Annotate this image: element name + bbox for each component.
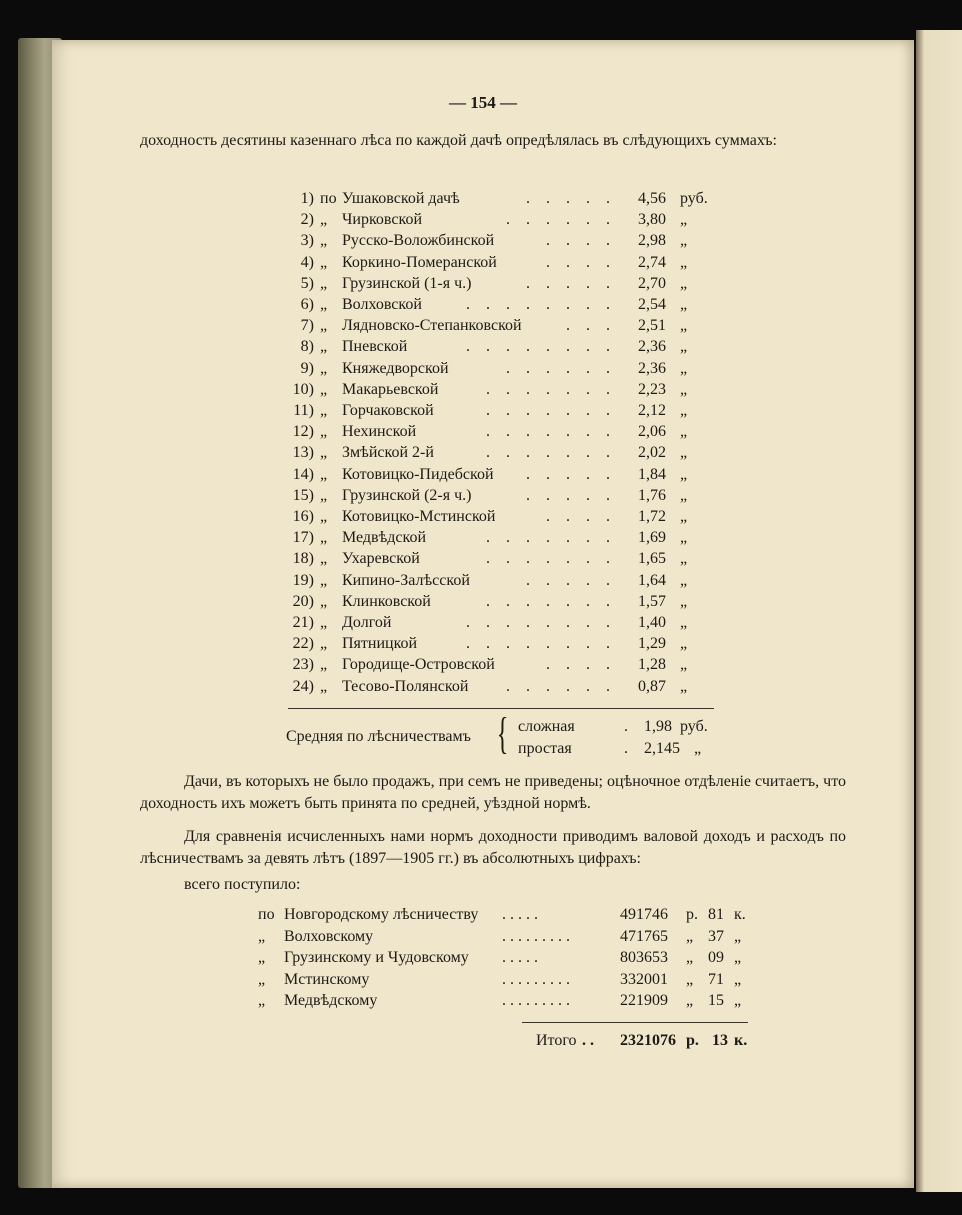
yield-n: 12): [292, 423, 314, 441]
yield-p: „: [320, 402, 328, 419]
yield-unit: „: [680, 444, 688, 462]
yield-n: 1): [300, 190, 314, 207]
income-r: „: [686, 949, 694, 966]
yield-p: „: [320, 423, 328, 441]
income-p: „: [258, 970, 266, 988]
yield-p: „: [320, 380, 328, 398]
yield-p: „: [320, 550, 328, 568]
yield-unit: „: [680, 274, 688, 292]
income-dots: . . . . .: [502, 949, 538, 966]
yield-dots: . . . . . . .: [486, 423, 616, 441]
yield-unit: „: [680, 592, 688, 610]
yield-name: Пневской: [342, 338, 408, 356]
yield-name: Чирковской: [342, 211, 423, 229]
yield-dots: . . . . . .: [506, 677, 616, 695]
yield-name: Грузинской (2-я ч.): [342, 486, 472, 504]
yield-value: 4,56: [638, 190, 666, 207]
yield-value: 2,51: [638, 317, 666, 335]
yield-n: 3): [300, 232, 314, 250]
income-name: Грузинскому и Чудовскому: [284, 949, 469, 966]
income-r: „: [686, 927, 694, 945]
yield-value: 1,29: [638, 635, 666, 653]
yield-n: 14): [292, 465, 314, 483]
yield-name: Долгой: [342, 614, 392, 631]
yield-value: 2,36: [638, 338, 666, 356]
total-rule: [522, 1022, 748, 1023]
yield-dots: . . . . . . .: [486, 550, 616, 568]
yield-n: 20): [292, 592, 314, 610]
yield-n: 8): [300, 338, 314, 356]
yield-unit: „: [680, 338, 688, 356]
income-rub: 803653: [620, 949, 668, 966]
yield-n: 18): [292, 550, 314, 568]
income-name: Волховскому: [284, 927, 374, 945]
yield-n: 11): [293, 402, 314, 419]
yield-name: Ушаковской дачѣ: [342, 190, 460, 207]
yield-dots: . . . . .: [526, 274, 616, 292]
yield-name: Змѣйской 2-й: [342, 444, 434, 462]
yield-n: 4): [300, 253, 314, 271]
income-k: „: [734, 992, 742, 1009]
income-kop: 15: [708, 992, 724, 1009]
yield-n: 24): [292, 677, 314, 695]
yield-value: 1,28: [638, 656, 666, 674]
adjacent-page-edge: [916, 30, 962, 1192]
yield-p: „: [320, 359, 328, 377]
yield-n: 15): [292, 486, 314, 504]
book-page: — 154 — доходность десятины казеннаго лѣса по каждой дачѣ опредѣлялась въ слѣдующихъ суммахъ: 1) по Ушаковской дачѣ . . . . . 4,56 руб. 2) „ Чирковской . . . . . . 3,80 „ 3) „ Русско-Воложбинской . . . . 2,98 „ 4) „ Коркино-Померанской . . . . 2,74 „ 5) „ Грузинской (1-я ч.) . . . . . 2,70 „ 6) „ Волховской . . . . . . . . 2,54 „ 7) „ Лядновско-Степанковской . . . 2,51 „ 8) „ Пневской . . . . . . . . 2,36 „ 9) „ Княжедворской . . . . . . 2,36 „ 10) „ Макарьевской . . . . . . . 2,23 „ 11) „ Горчаковской . . . . . . . 2,12 „ 12) „ Нехинской . . . . . . . 2,06 „ 13) „ Змѣйской 2-й . . . . . . . 2,02 „ 14) „ Котовицко-Пидебской . . . . . 1,84 „ 15) „ Грузинской (2-я ч.) . . . . . 1,76 „ 16) „ Котовицко-Мстинской . . . . 1,72 „ 17) „ Медвѣдской . . . . . . . 1,69 „ 18) „ Ухаревской . . . . . . . 1,65 „ 19) „ Кипино-Залѣсской . . . . . 1,64 „ 20) „ Клинковской . . . . . . . 1,57 „ 21) „ Долгой . . . . . . . . 1,40 „ 22) „ Пятницкой . . . . . . . . 1,29 „ 23) „ Городище-Островской . . . . 1,28 „ 24) „ Тесово-Полянской . . . . . . 0,87 „ Средняя по лѣсничествамъ { сложная . 1,98 руб. простая . 2,145 „ Дачи, въ которыхъ не было продажъ, при семъ не приведены; оцѣночное отдѣленіе считаетъ, что доходность ихъ можетъ быть принята по средней, уѣздной нормѣ. Для сравненія исчисленныхъ нами нормъ доходности приводимъ валовой доходъ и расходъ по лѣсничествамъ за девять лѣтъ (1897—1905 гг.) въ абсолютныхъ цифрахъ: всего поступило: по Новгородскому лѣсничеству . . . . . 491746 р. 81 к. „ Волховскому . . . . . . . . . 471765 „ 37 „ „ Грузинскому и Чудовскому . . . . . 803653 „ 09 „ „ Мстинскому . . . . . . . . . 332001 „ 71 „ „ Медвѣдскому . . . . . . . . . 221909 „ 15 „ Итого . . 2321076 р. 13 к.: [52, 40, 914, 1188]
yield-n: 13): [292, 444, 314, 462]
income-name: Мстинскому: [284, 970, 370, 988]
yield-name: Котовицко-Мстинской: [342, 508, 496, 525]
yield-n: 9): [300, 359, 314, 377]
yield-value: 2,54: [638, 296, 666, 313]
yield-value: 1,84: [638, 465, 666, 483]
yield-dots: . . . . . . . .: [466, 614, 616, 631]
yield-name: Нехинской: [342, 423, 417, 441]
income-r: „: [686, 992, 694, 1009]
yield-name: Грузинской (1-я ч.): [342, 274, 472, 292]
yield-unit: „: [680, 529, 688, 547]
yield-unit: „: [680, 486, 688, 504]
yield-name: Княжедворской: [342, 359, 449, 377]
yield-p: „: [320, 635, 328, 653]
yield-value: 1,65: [638, 550, 666, 568]
yield-name: Макарьевской: [342, 380, 439, 398]
yield-unit: „: [680, 508, 688, 525]
yield-unit: „: [680, 253, 688, 271]
yield-unit: „: [680, 656, 688, 674]
yield-name: Котовицко-Пидебской: [342, 465, 494, 483]
yield-p: „: [320, 656, 328, 674]
income-name: Новгородскому лѣсничеству: [284, 906, 479, 923]
income-rub: 471765: [620, 927, 668, 945]
yield-unit: „: [680, 232, 688, 250]
yield-value: 2,70: [638, 274, 666, 292]
yield-dots: . . . . . .: [506, 359, 616, 377]
yield-n: 7): [300, 317, 314, 335]
paragraph-comparison: Для сравненія исчисленныхъ нами нормъ доходности приводимъ валовой доходъ и расходъ по лѣсничествамъ за девять лѣтъ (1897—1905 гг.) въ абсолютныхъ цифрахъ:: [140, 828, 846, 867]
yield-dots: . . . . . . .: [486, 402, 616, 419]
yield-dots: . . . .: [546, 508, 616, 525]
yield-p: „: [320, 444, 328, 462]
yield-unit: „: [680, 296, 688, 313]
yield-n: 22): [292, 635, 314, 653]
yield-dots: . . . . . . .: [486, 529, 616, 547]
yield-n: 2): [300, 211, 314, 229]
yield-p: „: [320, 211, 328, 229]
yield-p: „: [320, 232, 328, 250]
yield-name: Коркино-Померанской: [342, 253, 497, 271]
yield-dots: . . . . . . . .: [466, 296, 616, 313]
yield-name: Горчаковской: [342, 402, 434, 419]
yield-n: 10): [292, 380, 314, 398]
yield-p: „: [320, 253, 328, 271]
income-dots: . . . . . . . . .: [502, 970, 570, 988]
yield-unit: „: [680, 571, 688, 589]
yield-value: 2,98: [638, 232, 666, 250]
yield-name: Медвѣдской: [342, 529, 427, 547]
yield-value: 2,36: [638, 359, 666, 377]
yield-value: 2,23: [638, 380, 666, 398]
yield-p: „: [320, 529, 328, 547]
yield-value: 2,06: [638, 423, 666, 441]
yield-n: 17): [292, 529, 314, 547]
yield-dots: . . .: [566, 317, 616, 335]
yield-unit: „: [680, 550, 688, 568]
income-p: „: [258, 927, 266, 945]
income-dots: . . . . . . . . .: [502, 927, 570, 945]
yield-unit: „: [680, 211, 688, 229]
yield-name: Ухаревской: [342, 550, 420, 568]
yield-unit: „: [680, 317, 688, 335]
yield-value: 2,74: [638, 253, 666, 271]
yield-unit: „: [680, 635, 688, 653]
income-kop: 37: [708, 927, 724, 945]
yield-p: „: [320, 614, 328, 631]
yield-value: 1,64: [638, 571, 666, 589]
yield-name: Лядновско-Степанковской: [342, 317, 522, 335]
yield-dots: . . . . . .: [506, 211, 616, 229]
income-kop: 71: [708, 970, 724, 988]
income-rub: 332001: [620, 970, 668, 988]
income-dots: . . . . . . . . .: [502, 992, 570, 1009]
yield-dots: . . . . .: [526, 190, 616, 207]
yield-p: „: [320, 317, 328, 335]
yield-value: 2,02: [638, 444, 666, 462]
yield-name: Городище-Островской: [342, 656, 495, 674]
income-k: „: [734, 970, 742, 988]
paragraph-no-sales: Дачи, въ которыхъ не было продажъ, при семъ не приведены; оцѣночное отдѣленіе считаетъ, что доходность ихъ можетъ быть принята по средней, уѣздной нормѣ.: [140, 773, 846, 812]
yield-dots: . . . .: [546, 232, 616, 250]
yield-p: „: [320, 571, 328, 589]
yield-n: 21): [292, 614, 314, 631]
yield-p: „: [320, 486, 328, 504]
yield-dots: . . . .: [546, 656, 616, 674]
yield-unit: „: [680, 677, 688, 695]
income-r: „: [686, 970, 694, 988]
yield-p: по: [320, 190, 337, 207]
yield-dots: . . . .: [546, 253, 616, 271]
yield-unit: „: [680, 614, 688, 631]
yield-p: „: [320, 677, 328, 695]
yield-value: 3,80: [638, 211, 666, 229]
yield-dots: . . . . . . .: [486, 380, 616, 398]
yield-p: „: [320, 274, 328, 292]
yield-unit: „: [680, 359, 688, 377]
yield-dots: . . . . .: [526, 486, 616, 504]
income-k: „: [734, 927, 742, 945]
income-kop: 09: [708, 949, 724, 966]
yield-value: 1,57: [638, 592, 666, 610]
income-rub: 491746: [620, 906, 668, 923]
yield-value: 1,69: [638, 529, 666, 547]
income-p: „: [258, 992, 266, 1009]
yield-unit: „: [680, 402, 688, 419]
yield-name: Пятницкой: [342, 635, 418, 653]
yield-unit: руб.: [680, 190, 708, 207]
yield-value: 2,12: [638, 402, 666, 419]
income-k: к.: [734, 906, 746, 923]
yield-name: Русско-Воложбинской: [342, 232, 495, 250]
income-p: „: [258, 949, 266, 966]
yield-p: „: [320, 296, 328, 313]
yield-p: „: [320, 338, 328, 356]
yield-dots: . . . . . . .: [486, 444, 616, 462]
income-kop: 81: [708, 906, 724, 923]
yield-name: Кипино-Залѣсской: [342, 571, 470, 589]
yield-n: 6): [300, 296, 314, 313]
yield-n: 23): [292, 656, 314, 674]
income-name: Медвѣдскому: [284, 992, 378, 1009]
yield-p: „: [320, 508, 328, 525]
income-k: „: [734, 949, 742, 966]
yield-value: 1,40: [638, 614, 666, 631]
yield-dots: . . . . . . . .: [466, 338, 616, 356]
yield-dots: . . . . .: [526, 571, 616, 589]
yield-name: Клинковской: [342, 592, 431, 610]
yield-p: „: [320, 465, 328, 483]
yield-p: „: [320, 592, 328, 610]
income-dots: . . . . .: [502, 906, 538, 923]
yield-unit: „: [680, 380, 688, 398]
income-rub: 221909: [620, 992, 668, 1009]
yield-unit: „: [680, 423, 688, 441]
yield-n: 16): [292, 508, 314, 525]
yield-dots: . . . . .: [526, 465, 616, 483]
income-r: р.: [686, 906, 698, 923]
yield-n: 19): [292, 571, 314, 589]
yield-name: Тесово-Полянской: [342, 677, 469, 695]
yield-value: 0,87: [638, 677, 666, 695]
yield-dots: . . . . . . .: [486, 592, 616, 610]
income-p: по: [258, 906, 275, 923]
curly-brace: {: [496, 709, 509, 758]
page-number: — 154 —: [449, 93, 517, 112]
yield-name: Волховской: [342, 296, 422, 313]
yield-value: 1,72: [638, 508, 666, 525]
yield-unit: „: [680, 465, 688, 483]
yield-n: 5): [300, 274, 314, 292]
yield-value: 1,76: [638, 486, 666, 504]
yield-dots: . . . . . . . .: [466, 635, 616, 653]
intro-paragraph: доходность десятины казеннаго лѣса по каждой дачѣ опредѣлялась въ слѣдующихъ суммахъ:: [140, 132, 777, 149]
